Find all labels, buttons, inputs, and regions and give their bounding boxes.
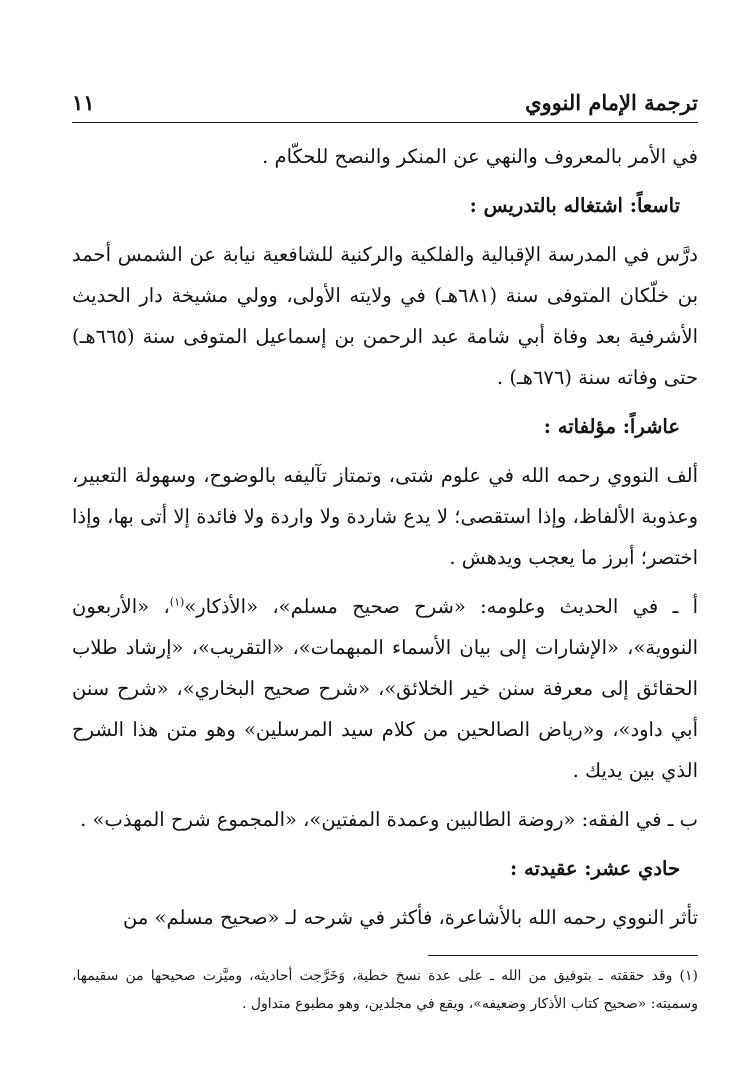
page-number: ١١ <box>72 90 95 115</box>
section-heading-creed: حادي عشر: عقيدته : <box>510 857 680 880</box>
works-item-hadith-start: أ ـ في الحديث وعلومه: «شرح صحيح مسلم»، «الأذكار» <box>184 595 699 618</box>
footnote-separator <box>428 955 698 956</box>
paragraph-works: ألف النووي رحمه الله في علوم شتى، وتمتاز تآليفه بالوضوح، وسهولة التعبير، وعذوبة الألفاظ، وإذا استقصى؛ لا يدع شاردة ولا واردة ولا فائدة إلا أتى بها، وإذا اختصر؛ أبرز ما يعجب ويدهش . <box>72 464 698 569</box>
main-text <box>72 136 698 938</box>
running-title: ترجمة الإمام النووي <box>525 90 698 115</box>
paragraph-teaching: درَّس في المدرسة الإقبالية والفلكية والركنية للشافعية نيابة عن الشمس أحمد بن خلّكان المتوفى سنة (٦٨١هـ) في ولايته الأولى، وولي مشيخة دار الحديث الأشرفية بعد وفاة أبي شامة عبد الرحمن بن إسماعيل المتوفى سنة (٦٦٥هـ) حتى وفاته سنة (٦٧٦هـ) . <box>72 243 698 389</box>
page-header <box>72 86 698 123</box>
section-heading-works: عاشراً: مؤلفاته : <box>543 415 680 438</box>
footnote <box>72 962 698 1018</box>
works-item-hadith-rest: ، «الأربعون النووية»، «الإشارات إلى بيان الأسماء المبهمات»، «التقريب»، «إرشاد طلاب الحقائق إلى معرفة سنن خير الخلائق»، «شرح صحيح البخاري»، «شرح سنن أبي داود»، و«رياض الصالحين من كلام سيد المرسلين» وهو متن هذا الشرح الذي بين يديك . <box>72 595 698 782</box>
footnote-reference: (١) <box>169 595 185 609</box>
paragraph-creed: تأثر النووي رحمه الله بالأشاعرة، فأكثر في شرحه لـ «صحيح مسلم» من <box>123 906 698 929</box>
footnote-text: (١) وقد حققته ـ بتوفيق من الله ـ على عدة نسخ خطية، وَخَرَّجت أحاديثه، وميَّزت صحيحها من سقيمها، وسميته: «صحيح كتاب الأذكار وضعيفه»، ويقع في مجلدين، وهو مطبوع متداول . <box>72 968 698 1012</box>
works-item-fiqh: ب ـ في الفقه: «روضة الطالبين وعمدة المفتين»، «المجموع شرح المهذب» . <box>80 808 698 831</box>
section-heading-teaching: تاسعاً: اشتغاله بالتدريس : <box>469 194 680 217</box>
paragraph-continued: في الأمر بالمعروف والنهي عن المنكر والنصح للحكّام . <box>262 145 698 168</box>
works-item-hadith <box>72 586 698 791</box>
